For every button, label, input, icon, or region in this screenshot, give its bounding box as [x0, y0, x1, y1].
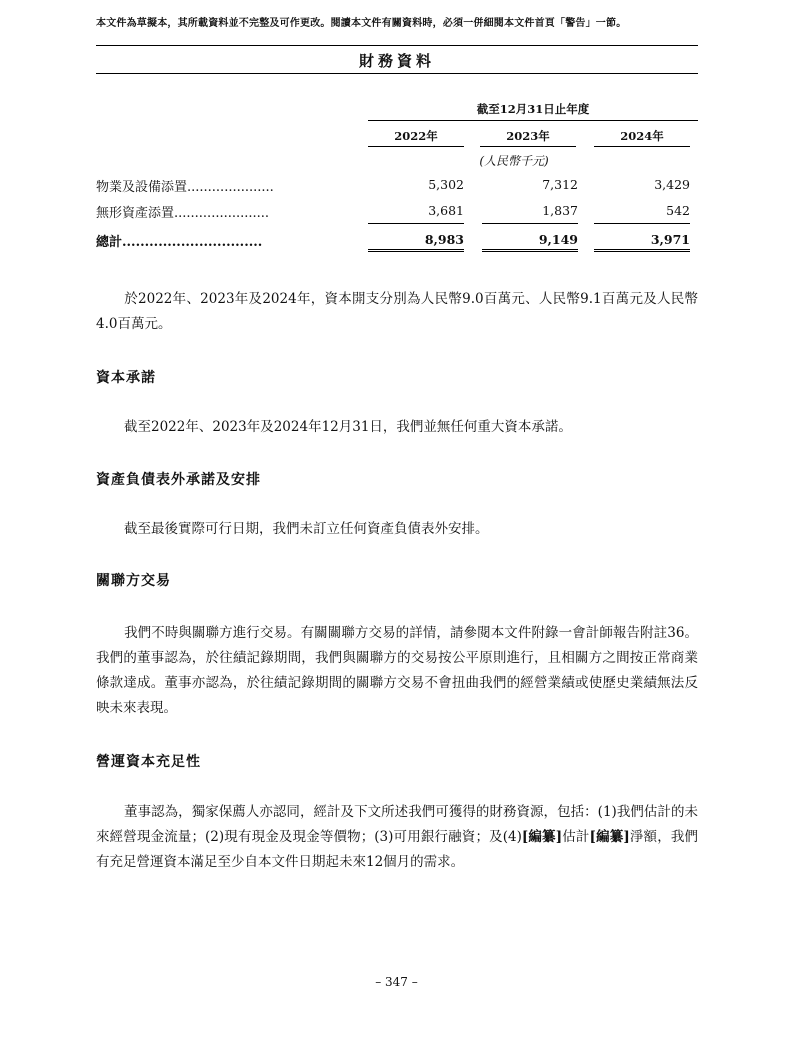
title-rule — [96, 73, 698, 74]
total-double-rule — [482, 249, 578, 252]
related-party-heading: 關聯方交易 — [96, 573, 171, 589]
column-header-2024: 2024年 — [620, 129, 664, 143]
total-double-rule — [594, 249, 690, 252]
subtotal-rule — [368, 223, 464, 224]
subtotal-rule — [482, 223, 578, 224]
table-total-label: 總計............................... — [96, 235, 263, 250]
table-cell: 542 — [666, 203, 690, 218]
related-party-paragraph — [96, 621, 698, 721]
section-title: 財務資料 — [358, 52, 435, 70]
working-capital-text-1: 董事認為，獨家保薦人亦認同，經計及下文所述我們可獲得的財務資源，包括：(1)我們估計的未來經營現金流量；(2)現有現金及現金等價物；(3)可用銀行融資；及(4) — [96, 804, 698, 845]
commitments-paragraph — [96, 415, 698, 440]
table-row-label: 物業及設備添置..................... — [96, 180, 274, 195]
working-capital-text-2: 估計 — [562, 829, 590, 845]
capex-text: 於2022年、2023年及2024年，資本開支分別為人民幣9.0百萬元、人民幣9.1百萬元及人民幣4.0百萬元。 — [96, 291, 698, 332]
total-double-rule — [368, 249, 464, 252]
redacted-marker: [編纂] — [521, 829, 563, 845]
offbalance-text: 截至最後實際可行日期，我們未訂立任何資產負債表外安排。 — [124, 521, 489, 537]
table-group-header: 截至12月31日止年度 — [476, 102, 590, 116]
related-party-text: 我們不時與關聯方進行交易。有關關聯方交易的詳情，請參閱本文件附錄一會計師報告附註36。我們的董事認為，於往績記錄期間，我們與關聯方的交易按公平原則進行，且相關方之間按正常商業條款達成。董事亦認為，於往績記錄期間的關聯方交易不會扭曲我們的經營業績或使歷史業績無法反映未來表現。 — [96, 625, 698, 716]
working-capital-paragraph — [96, 800, 698, 875]
column-rule — [480, 146, 576, 147]
working-capital-text-3: 淨額，我們有充足營運資本滿足至少自本文件日期起未來12個月的需求。 — [96, 829, 699, 870]
table-group-rule — [368, 120, 698, 121]
capex-paragraph — [96, 287, 698, 337]
working-capital-heading: 營運資本充足性 — [96, 754, 201, 770]
offbalance-heading: 資產負債表外承諾及安排 — [96, 472, 261, 488]
offbalance-paragraph — [96, 517, 698, 542]
table-cell: 3,681 — [428, 203, 464, 218]
column-rule — [594, 146, 690, 147]
table-cell: 7,312 — [542, 177, 578, 192]
column-rule — [368, 146, 464, 147]
column-header-2022: 2022年 — [394, 129, 438, 143]
table-cell: 3,429 — [654, 177, 690, 192]
table-total-cell: 3,971 — [650, 232, 690, 247]
table-cell: 5,302 — [428, 177, 464, 192]
column-header-2023: 2023年 — [506, 129, 550, 143]
commitments-text: 截至2022年、2023年及2024年12月31日，我們並無任何重大資本承諾。 — [124, 419, 572, 435]
page-number: – 347 – — [375, 975, 418, 989]
draft-warning-banner: 本文件為草擬本，其所載資料並不完整及可作更改。閱讀本文件有關資料時，必須一併細閱本文件首頁「警告」一節。 — [96, 18, 627, 29]
redacted-marker: [編纂] — [589, 829, 630, 845]
table-unit: (人民幣千元) — [479, 154, 549, 168]
subtotal-rule — [594, 223, 690, 224]
table-total-cell: 9,149 — [538, 232, 578, 247]
table-row-label: 無形資產添置....................... — [96, 206, 270, 221]
table-total-cell: 8,983 — [424, 232, 464, 247]
header-rule — [96, 45, 698, 46]
commitments-heading: 資本承諾 — [96, 370, 156, 386]
table-cell: 1,837 — [542, 203, 578, 218]
